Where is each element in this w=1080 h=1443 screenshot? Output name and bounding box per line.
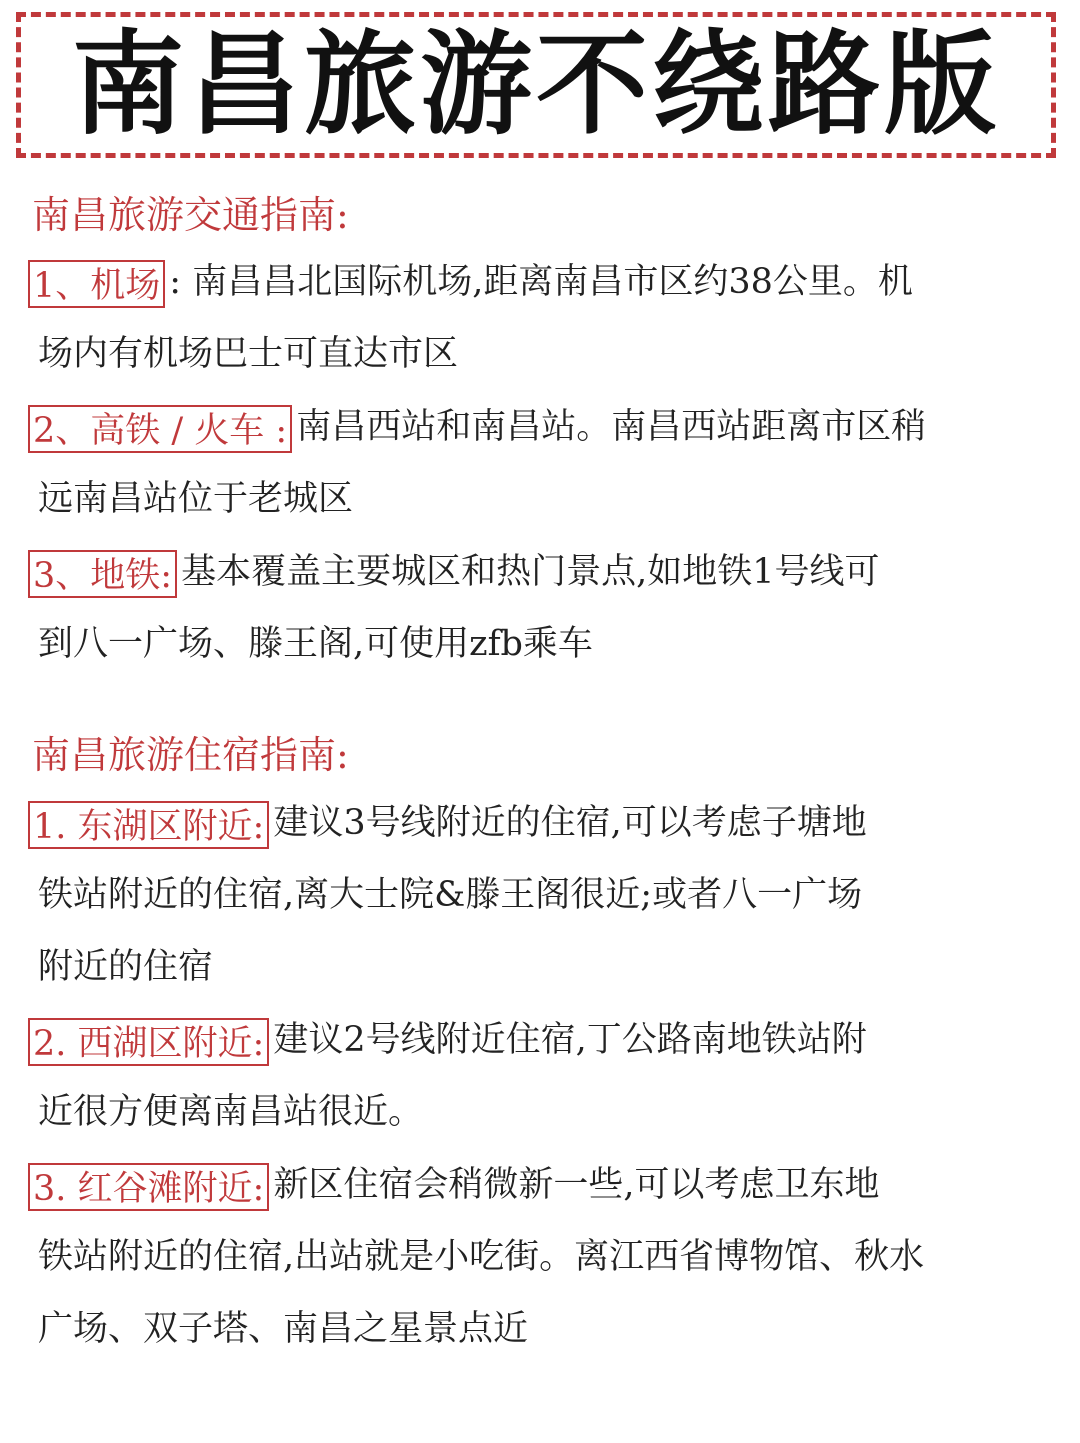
donghu-text-line3: 附近的住宿 [38,947,214,987]
title-frame [16,12,1056,158]
transport-item-metro [28,544,1028,600]
metro-text-line1: 基本覆盖主要城区和热门景点,如地铁1号线可 [181,552,880,592]
transport-item-rail [28,399,1028,455]
rail-text-line1: 南昌西站和南昌站。南昌西站距离市区稍 [296,407,927,447]
transport-item-airport [28,254,1028,310]
xihu-text-line2: 近很方便离南昌站很近。 [38,1092,424,1132]
honggutan-text-line3: 广场、双子塔、南昌之星景点近 [38,1309,529,1349]
honggutan-text-line1: 新区住宿会稍微新一些,可以考虑卫东地 [273,1165,880,1205]
airport-text-line1: : 南昌昌北国际机场,距离南昌市区约38公里。机 [169,262,913,302]
donghu-text-line1: 建议3号线附近的住宿,可以考虑子塘地 [273,803,867,843]
metro-text-line2: 到八一广场、滕王阁,可使用zfb乘车 [38,624,593,664]
stay-item-xihu [28,1012,1028,1068]
stay-item-donghu [28,795,1028,851]
page-title: 南昌旅游不绕路版 [72,20,1000,150]
stay-item-honggutan [28,1157,1028,1213]
tag-xihu: 2. 西湖区附近: [28,1018,269,1066]
tag-honggutan: 3. 红谷滩附近: [28,1163,269,1211]
tag-airport: 1、机场 [28,260,165,308]
rail-text-line2: 远南昌站位于老城区 [38,479,354,519]
tag-rail: 2、高铁 / 火车 : [28,405,292,453]
tag-donghu: 1. 东湖区附近: [28,801,269,849]
donghu-text-line2: 铁站附近的住宿,离大士院&滕王阁很近;或者八一广场 [38,875,863,915]
airport-text-line2: 场内有机场巴士可直达市区 [38,334,459,374]
tag-metro: 3、地铁: [28,550,177,598]
section-heading-accommodation: 南昌旅游住宿指南: [32,733,349,777]
xihu-text-line1: 建议2号线附近住宿,丁公路南地铁站附 [273,1020,867,1060]
honggutan-text-line2: 铁站附近的住宿,出站就是小吃街。离江西省博物馆、秋水 [38,1237,925,1277]
section-heading-transport: 南昌旅游交通指南: [32,193,349,237]
